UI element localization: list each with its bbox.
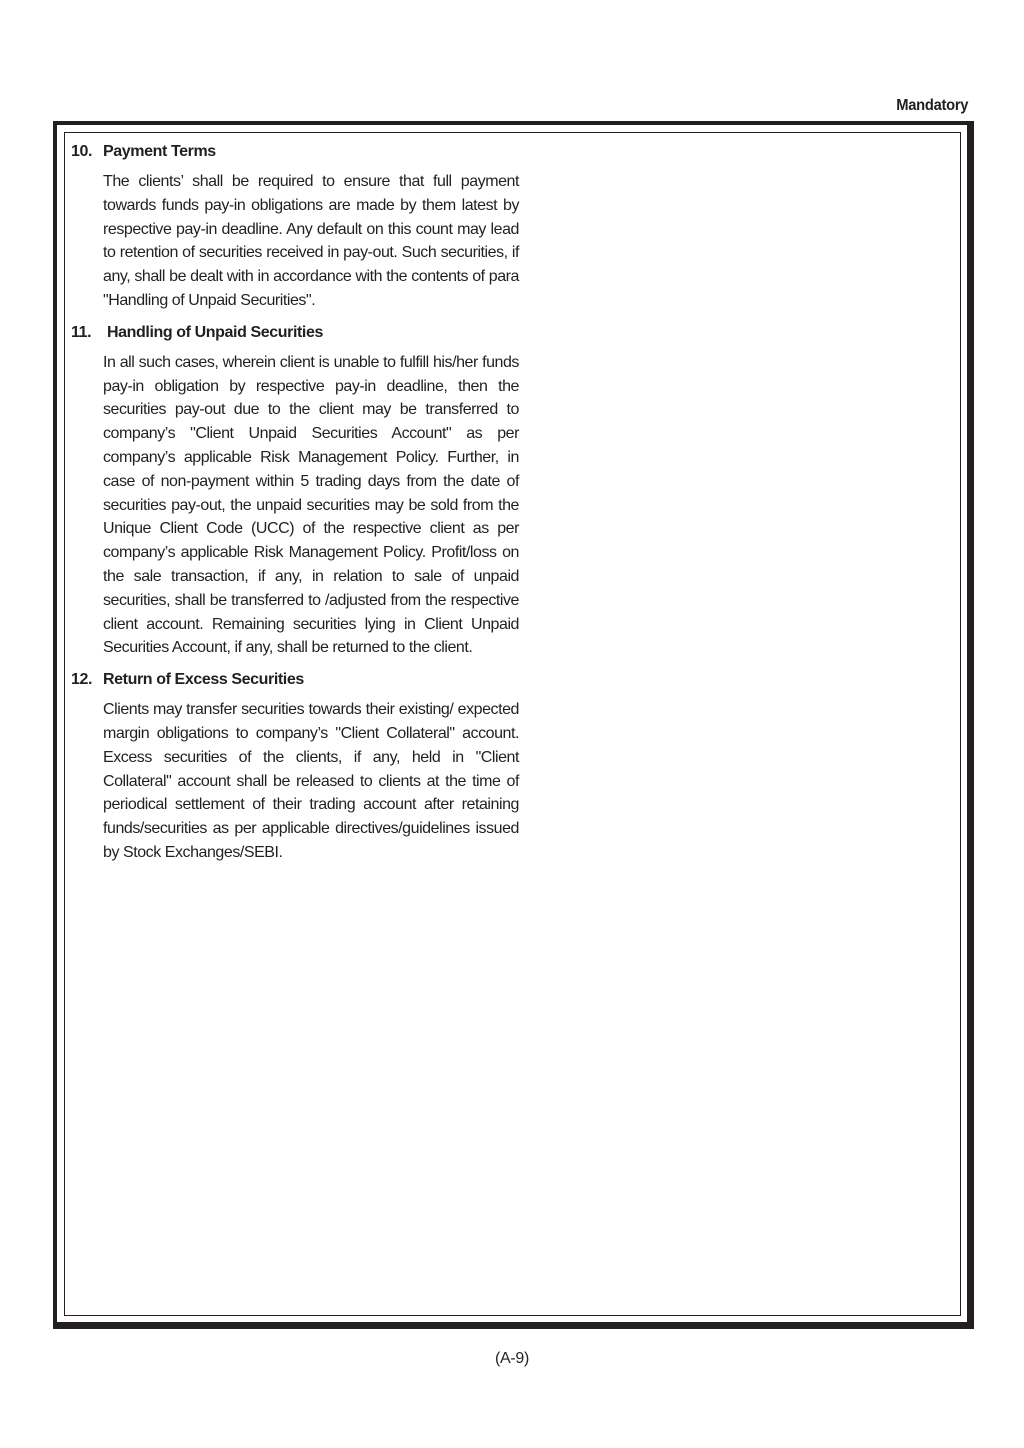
section-heading <box>71 140 519 164</box>
section-payment-terms <box>71 140 519 313</box>
section-body: In all such cases, wherein client is unable to fulfill his/her funds pay-in obligation by respective pay-in deadline, then the securities pay-out due to the client may be transferred to company’s "Client Unpaid Securities Account" as per company’s applicable Risk Management Policy. Further, in case of non-payment within 5 trading days from the date of securities pay-out, the unpaid securities may be sold from the Unique Client Code (UCC) of the respective client as per company’s applicable Risk Management Policy. Profit/loss on the sale transaction, if any, in relation to sale of unpaid securities, shall be transferred to /adjusted from the respective client account. Remaining securities lying in Client Unpaid Securities Account, if any, shall be returned to the client. <box>103 353 519 657</box>
section-number: 11. <box>71 323 92 341</box>
section-body: Clients may transfer securities towards their existing/ expected margin obligations to company’s "Client Collateral" account. Excess securities of the clients, if any, held in "Client Collateral" account shall be released to clients at the time of periodical settlement of their trading account after retaining funds/securities as per applicable directives/guidelines issued by Stock Exchanges/SEBI. <box>103 701 519 861</box>
section-title: Return of Excess Securities <box>103 671 304 689</box>
section-number: 12. <box>71 671 93 689</box>
section-title: Payment Terms <box>103 143 216 160</box>
section-title: Handling of Unpaid Securities <box>107 323 323 341</box>
section-return-excess-securities <box>71 668 519 865</box>
mandatory-label: Mandatory <box>896 97 968 114</box>
page-number: (A-9) <box>494 1350 530 1367</box>
section-handling-unpaid-securities <box>71 321 519 660</box>
section-heading <box>71 321 519 345</box>
section-heading <box>71 668 519 692</box>
page-border-outer <box>53 121 974 1329</box>
document-content <box>71 140 519 873</box>
section-number: 10. <box>71 143 93 160</box>
section-body: The clients’ shall be required to ensure that full payment towards funds pay-in obligations are made by them latest by respective pay-in deadline. Any default on this count may lead to retention of securities received in pay-out. Such securities, if any, shall be dealt with in accordance with the contents of para "Handling of Unpaid Securities". <box>103 173 519 309</box>
